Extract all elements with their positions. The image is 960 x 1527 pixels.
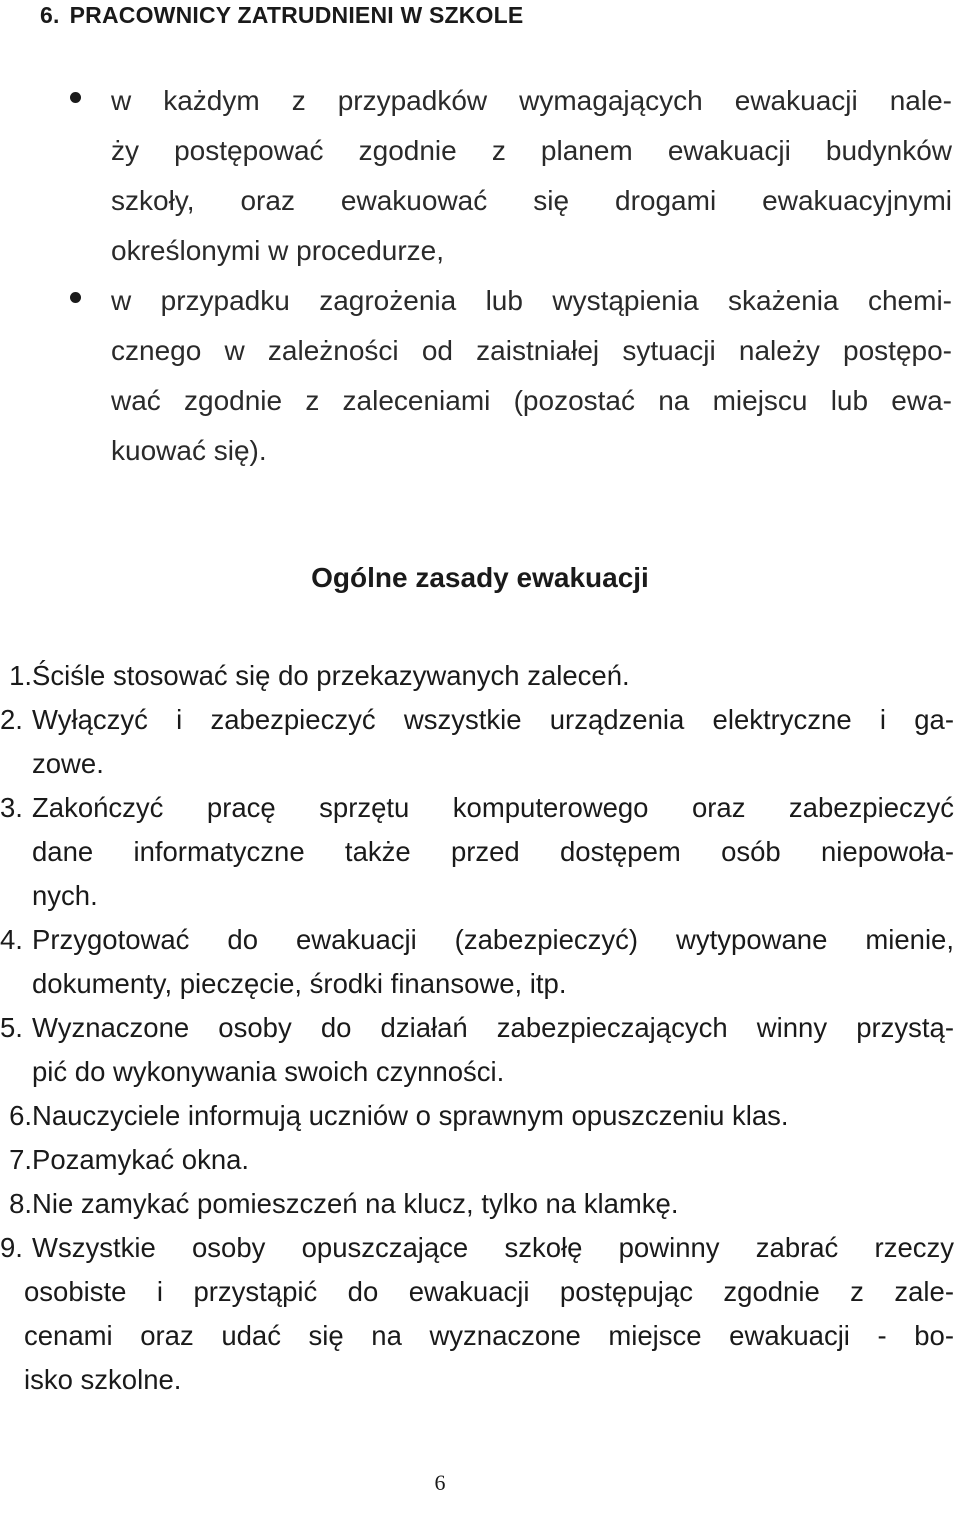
list-item [0,1182,960,1226]
section-heading [40,2,523,29]
item-text: nych. [32,880,98,911]
item-text: cenami oraz udać się na wyznaczone miejsce ewakuacji - bo- [24,1320,954,1351]
item-text: pić do wykonywania swoich czynności. [32,1056,505,1087]
list-item [0,654,960,698]
section-title: PRACOWNICY ZATRUDNIENI W SZKOLE [69,2,524,28]
section-number: 6. [40,2,60,28]
item-number: 9. [0,1232,23,1263]
item-text: dokumenty, pieczęcie, środki finansowe, itp. [32,968,567,999]
bullet-dot-icon [70,92,81,103]
bullet-dot-icon [70,292,81,303]
item-number: 3. [0,792,23,823]
bullet-line: określonymi w procedurze, [111,235,445,266]
item-number: 1. [9,660,32,691]
item-text: Pozamykać okna. [32,1144,250,1175]
bullet-line: szkoły, oraz ewakuować się drogami ewakuacyjnymi [111,185,952,216]
item-number: 2. [0,704,23,735]
bullet-item [0,276,960,476]
item-text: Nie zamykać pomieszczeń na klucz, tylko na klamkę. [32,1188,679,1219]
item-number: 5. [0,1012,23,1043]
list-item [0,698,960,786]
list-item [0,1094,960,1138]
item-text: Przygotować do ewakuacji (zabezpieczyć) wytypowane mienie, [32,924,954,955]
item-text: Wyłączyć i zabezpieczyć wszystkie urządzenia elektryczne i ga- [32,704,954,735]
bullet-line: kuować się). [111,435,267,466]
bullet-list [0,76,960,476]
list-item [0,1226,960,1402]
item-number: 8. [9,1188,32,1219]
bullet-line: wać zgodnie z zaleceniami (pozostać na miejscu lub ewa- [111,385,952,416]
item-text: zowe. [32,748,104,779]
item-number: 7. [9,1144,32,1175]
item-text: Wszystkie osoby opuszczające szkołę powinny zabrać rzeczy [32,1232,954,1263]
item-number: 4. [0,924,23,955]
bullet-line: cznego w zależności od zaistniałej sytuacji należy postępo- [111,335,952,366]
item-text: Zakończyć pracę sprzętu komputerowego oraz zabezpieczyć [32,792,954,823]
bullet-item [0,76,960,276]
item-text: osobiste i przystąpić do ewakuacji postępując zgodnie z zale- [24,1276,954,1307]
item-number: 6. [9,1100,32,1131]
rules-list [0,654,960,1402]
list-item [0,1138,960,1182]
item-text: Nauczyciele informują uczniów o sprawnym opuszczeniu klas. [32,1100,789,1131]
list-item [0,918,960,1006]
bullet-line: ży postępować zgodnie z planem ewakuacji budynków [111,135,952,166]
bullet-line: w przypadku zagrożenia lub wystąpienia skażenia chemi- [111,285,952,316]
list-item [0,1006,960,1094]
list-item [0,786,960,918]
page-number: 6 [434,1470,446,1495]
item-text: dane informatyczne także przed dostępem osób niepowoła- [32,836,954,867]
item-text: isko szkolne. [24,1364,182,1395]
item-text: Ściśle stosować się do przekazywanych zaleceń. [32,660,630,691]
subheading: Ogólne zasady ewakuacji [311,562,649,593]
item-text: Wyznaczone osoby do działań zabezpieczających winny przystą- [32,1012,954,1043]
bullet-line: w każdym z przypadków wymagających ewakuacji nale- [111,85,952,116]
